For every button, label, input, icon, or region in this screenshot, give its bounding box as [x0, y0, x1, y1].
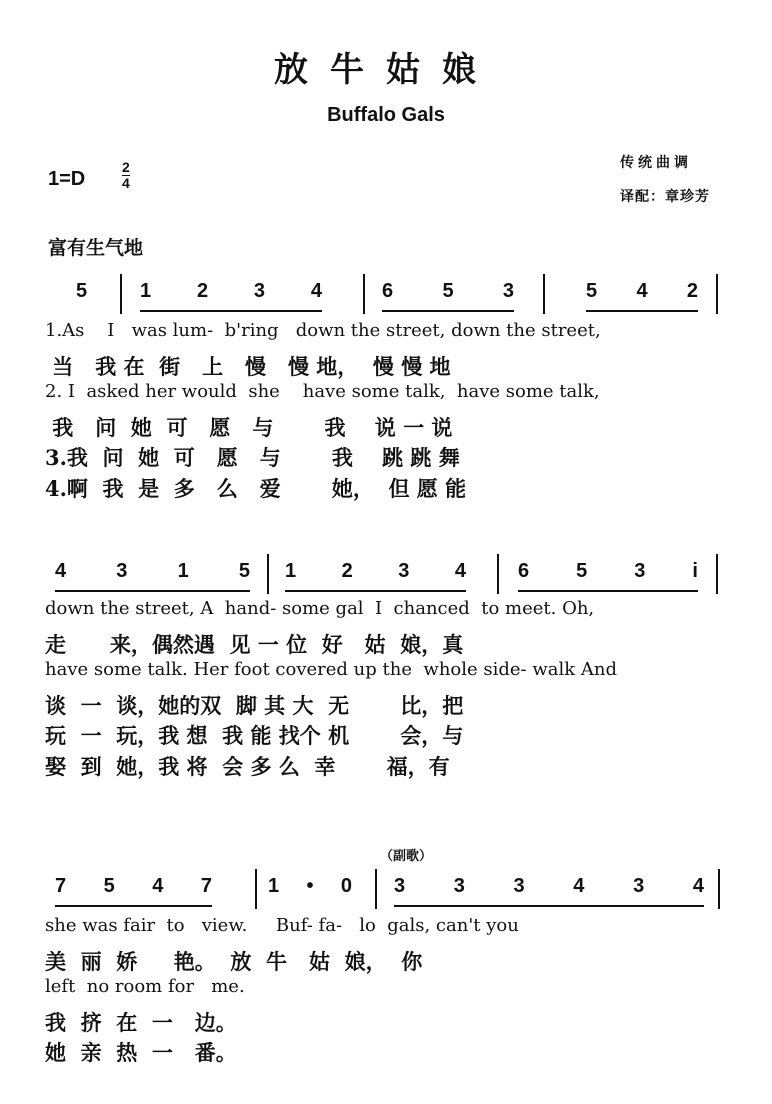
measure: [268, 875, 352, 905]
meter-bottom: 4: [122, 175, 130, 191]
lyric-line-chinese: 玩 一 玩，我 想 我 能 找个 机 会，与: [45, 723, 464, 748]
lyric-line-chinese: 我 问 她 可 愿 与 我 说 一 说: [45, 414, 453, 440]
translator-credit: 译配：章珍芳: [620, 189, 710, 205]
lyric-line-chinese: 美 丽 娇 艳。 放 牛 姑 娘， 你: [45, 948, 423, 974]
measure: [140, 280, 322, 312]
note: 3: [253, 280, 266, 302]
measure: [586, 280, 698, 312]
barline: [363, 274, 365, 314]
lyric-line-chinese: 我 挤 在 一 边。: [45, 1009, 237, 1035]
note: 7: [55, 875, 67, 897]
note: 3: [633, 875, 645, 897]
note: 5: [442, 280, 454, 302]
note: 4: [152, 875, 164, 897]
barline: [120, 274, 122, 314]
note: 3: [116, 560, 128, 582]
lyric-line-english: have some talk. Her foot covered up the whole side- walk And: [45, 659, 618, 680]
note: 2: [686, 280, 698, 302]
barline: [375, 869, 377, 909]
barline: [255, 869, 257, 909]
note: 2: [196, 280, 209, 302]
barline: [718, 869, 720, 909]
measure: [518, 560, 698, 592]
note: 4: [573, 875, 585, 897]
lyric-line-english: down the street, A hand- some gal I chanced to meet. Oh,: [45, 598, 595, 619]
note: 3: [634, 560, 646, 582]
note: 3: [502, 280, 514, 302]
measure: [382, 280, 514, 312]
note: •: [306, 875, 314, 897]
note: i: [692, 560, 698, 582]
lyric-line-chinese: 娶 到 她，我 将 会 多 么 幸 福，有: [45, 753, 450, 779]
note: 5: [76, 280, 88, 302]
measure: [76, 280, 96, 310]
note: 1: [285, 560, 297, 582]
measure: [285, 560, 466, 592]
barline: [267, 554, 269, 594]
note: 0: [340, 875, 352, 897]
lyric-line-chinese: 她 亲 热 一 番。: [45, 1040, 237, 1065]
measure: [55, 875, 212, 907]
lyric-line-chinese: 谈 一 谈，她的双 脚 其 大 无 比，把: [45, 692, 464, 718]
note: 4: [310, 280, 322, 302]
note: 5: [103, 875, 115, 897]
note: 5: [576, 560, 588, 582]
tune-credit: 传统曲调: [620, 155, 692, 171]
lyric-line-english: 2. I asked her would she have some talk, have some talk,: [45, 381, 600, 402]
tempo-marking: 富有生气地: [48, 237, 144, 259]
time-signature: [122, 160, 130, 191]
meter-top: 2: [122, 159, 130, 175]
lyric-line-english: left no room for me.: [45, 976, 245, 997]
note: 6: [382, 280, 394, 302]
lyric-line-chinese: 当 我 在 街 上 慢 慢 地， 慢 慢 地: [45, 353, 451, 379]
note: 3: [394, 875, 406, 897]
note: 3: [398, 560, 410, 582]
note: 1: [140, 280, 152, 302]
note: 4: [636, 280, 648, 302]
measure: [394, 875, 704, 907]
lyric-line-chinese: 走 来，偶然遇 见 一 位 好 姑 娘，真: [45, 631, 464, 657]
measure: [55, 560, 250, 592]
song-title: 放牛姑娘: [274, 50, 498, 90]
note: 4: [454, 560, 466, 582]
lyric-line-chinese: 3.我 问 她 可 愿 与 我 跳 跳 舞: [45, 445, 460, 470]
key-signature: 1=D: [48, 168, 86, 190]
song-subtitle: Buffalo Gals: [327, 104, 445, 126]
note: 3: [513, 875, 525, 897]
lyric-line-chinese: 4.啊 我 是 多 么 爱 她， 但 愿 能: [45, 475, 467, 501]
note: 7: [200, 875, 212, 897]
barline: [543, 274, 545, 314]
lyric-line-english: 1.As I was lum- b'ring down the street, down the street,: [45, 320, 601, 341]
barline: [716, 274, 718, 314]
note: 4: [692, 875, 704, 897]
note: 2: [341, 560, 353, 582]
barline: [497, 554, 499, 594]
note: 3: [453, 875, 465, 897]
barline: [716, 554, 718, 594]
note: 6: [518, 560, 530, 582]
note: 1: [177, 560, 189, 582]
note: 4: [55, 560, 67, 582]
chorus-label: （副歌）: [380, 849, 433, 864]
lyric-line-english: she was fair to view. Buf- fa- lo gals, can't you: [45, 915, 519, 936]
note: 5: [238, 560, 250, 582]
note: 5: [586, 280, 598, 302]
note: 1: [268, 875, 280, 897]
